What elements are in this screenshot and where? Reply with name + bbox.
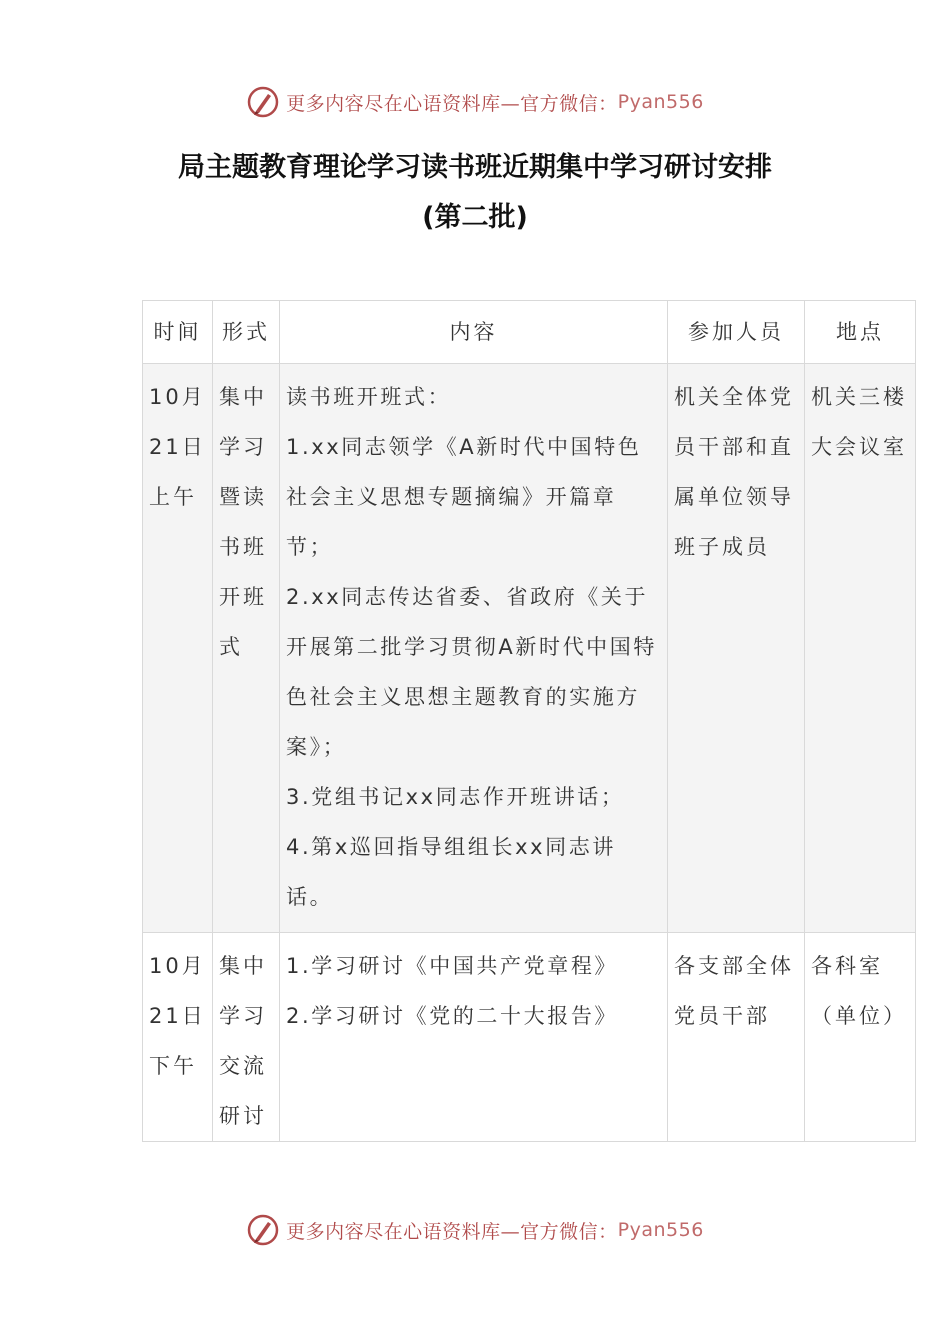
content-line: 3.党组书记xx同志作开班讲话； (286, 785, 625, 809)
content-line: 读书班开班式： (286, 385, 452, 409)
cell-form: 集中学习交流研讨 (213, 933, 280, 1142)
watermark-footer (0, 1210, 950, 1250)
cell-content (280, 933, 668, 1142)
header-content: 内容 (280, 301, 668, 364)
page-subtitle: (第二批) (422, 202, 528, 233)
table-row (143, 933, 916, 1142)
cell-location: 机关三楼大会议室 (805, 364, 916, 933)
header-participants: 参加人员 (668, 301, 805, 364)
header-form: 形式 (213, 301, 280, 364)
cell-time: 10月21日上午 (143, 364, 213, 933)
header-location: 地点 (805, 301, 916, 364)
watermark-text: 更多内容尽在心语资料库—官方微信： (286, 1220, 618, 1243)
page-title: 局主题教育理论学习读书班近期集中学习研讨安排 (178, 152, 772, 183)
cell-time: 10月21日下午 (143, 933, 213, 1142)
table-row (143, 364, 916, 933)
cell-content (280, 364, 668, 933)
pen-logo-icon (246, 1213, 280, 1247)
watermark-account: Pyan556 (617, 1219, 704, 1241)
pen-logo-icon (246, 85, 280, 119)
content-line: 2.xx同志传达省委、省政府《关于开展第二批学习贯彻A新时代中国特色社会主义思想主题教育的实施方案》； (286, 585, 657, 759)
cell-form: 集中学习暨读书班开班式 (213, 364, 280, 933)
watermark-header (0, 82, 950, 122)
schedule-table (142, 300, 916, 1142)
cell-participants: 各支部全体党员干部 (668, 933, 805, 1142)
content-line: 2.学习研讨《党的二十大报告》 (286, 1004, 619, 1028)
cell-participants: 机关全体党员干部和直属单位领导班子成员 (668, 364, 805, 933)
header-time: 时间 (143, 301, 213, 364)
watermark-text: 更多内容尽在心语资料库—官方微信： (286, 92, 618, 115)
table-header-row (143, 301, 916, 364)
content-line: 1.学习研讨《中国共产党章程》 (286, 954, 619, 978)
watermark-account: Pyan556 (617, 91, 704, 113)
cell-location: 各科室（单位） (805, 933, 916, 1142)
content-line: 1.xx同志领学《A新时代中国特色社会主义思想专题摘编》开篇章节； (286, 435, 642, 559)
content-line: 4.第x巡回指导组组长xx同志讲话。 (286, 835, 616, 909)
